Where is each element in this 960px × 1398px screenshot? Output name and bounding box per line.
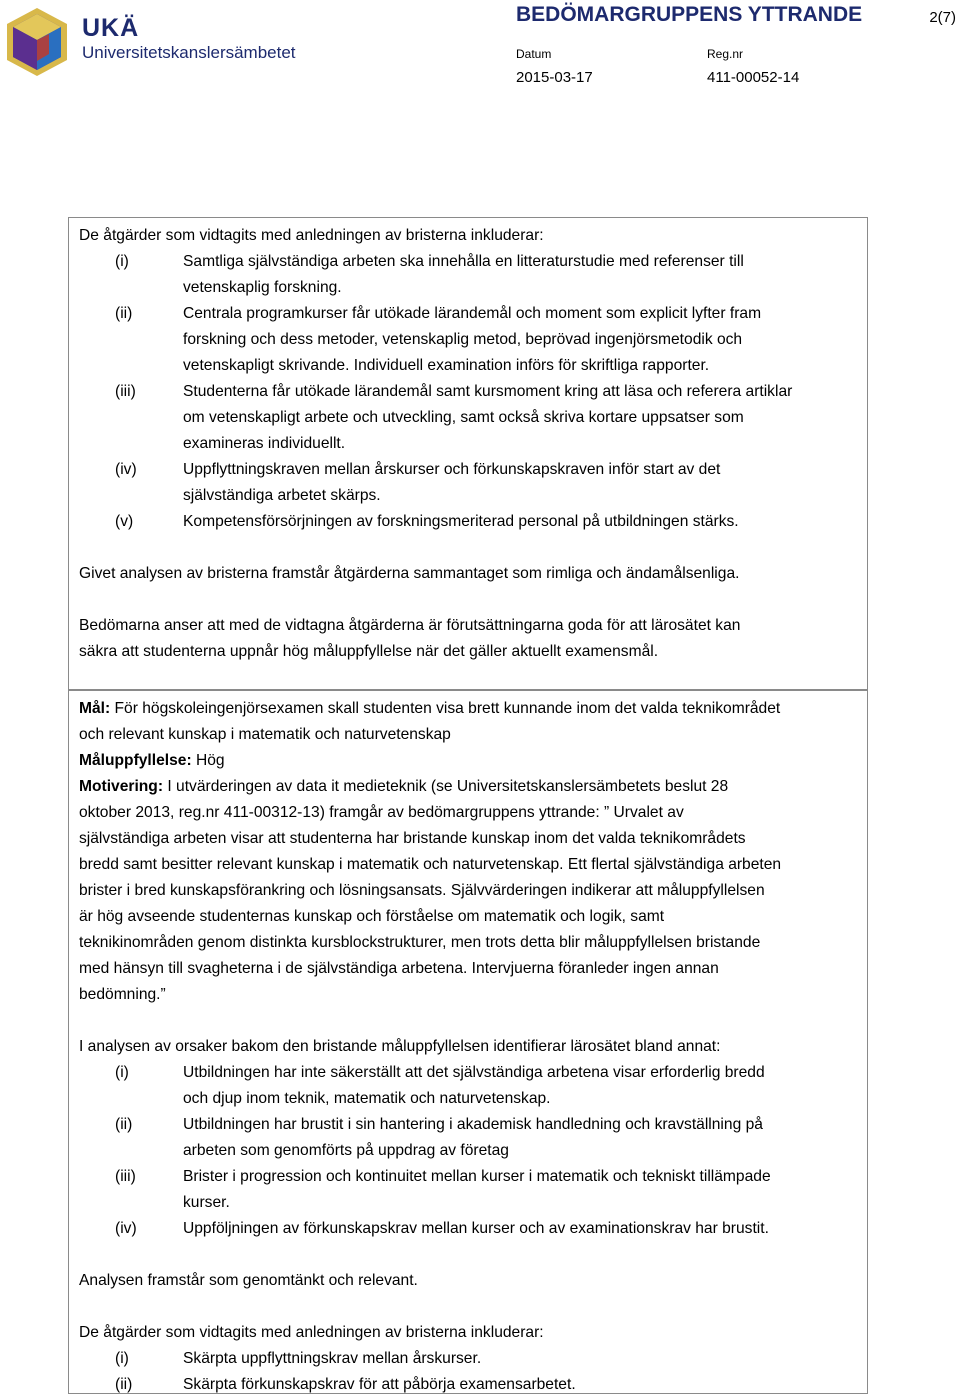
motivation-line-text: självständiga arbeten visar att studenterna har bristande kunskap inom det valda teknikområdets [79, 830, 746, 847]
list-item-text: Skärpta förkunskapskrav för att påbörja examensarbetet. [183, 1376, 576, 1393]
motivation-line-text: teknikinområden genom distinkta kursblockstrukturer, men trots detta blir måluppfyllelsen bristande [79, 934, 761, 951]
org-long-name: Universitetskanslersämbetet [82, 43, 296, 62]
list-item [79, 249, 857, 301]
list-item-text: Studenterna får utökade lärandemål samt kursmoment kring att läsa och referera artiklar [183, 383, 793, 400]
list-item-number: (i) [115, 1064, 129, 1081]
measures-list-2 [79, 1346, 857, 1398]
list-item-text: arbeten som genomförts på uppdrag av företag [183, 1142, 509, 1159]
list-item-number: (iv) [115, 1220, 137, 1237]
list-item-text: Uppföljningen av förkunskapskrav mellan kurser och av examinationskrav har brustit. [183, 1220, 769, 1237]
list-item-text: Brister i progression och kontinuitet mellan kurser i matematik och tekniskt tillämpade [183, 1168, 771, 1185]
list-item-text: forskning och dess metoder, vetenskaplig metod, beprövad ingenjörsmetodik och [183, 331, 743, 348]
fulfillment-line [79, 748, 857, 774]
list-item-text: Samtliga självständiga arbeten ska innehålla en litteraturstudie med referenser till [183, 253, 744, 270]
motivation-label: Motivering: [79, 778, 164, 795]
page-number: 2(7) [929, 9, 956, 26]
goal-text: För högskoleingenjörsexamen skall studenten visa brett kunnande inom det valda teknikområdet [110, 700, 781, 717]
list-item [79, 301, 857, 379]
motivation-line-text: oktober 2013, reg.nr 411-00312-13) framgår av bedömargruppens yttrande: ” Urvalet av [79, 804, 684, 821]
analysis-intro: I analysen av orsaker bakom den bristande måluppfyllelsen identifierar lärosätet bland annat: [79, 1038, 721, 1055]
list-item [79, 1164, 857, 1216]
motivation-line-text: bedömning.” [79, 986, 166, 1003]
date-label: Datum [516, 47, 552, 61]
reg-value: 411-00052-14 [707, 69, 800, 86]
list-item [79, 1112, 857, 1164]
motivation-line-text: är hög avseende studenternas kunskap och förståelse om matematik och logik, samt [79, 908, 665, 925]
list-item-number: (iii) [115, 383, 136, 400]
analysis-assessment: Analysen framstår som genomtänkt och relevant. [79, 1272, 418, 1289]
assessment-paragraph-2-line: säkra att studenterna uppnår hög måluppfyllelse när det gäller aktuellt examensmål. [79, 643, 659, 660]
list-item [79, 1216, 857, 1242]
goal-line [79, 696, 857, 722]
measures-list [79, 249, 857, 535]
org-short-name: UKÄ [82, 14, 140, 42]
assessment-paragraph-1: Givet analysen av bristerna framstår åtgärderna sammantaget som rimliga och ändamålsenliga. [79, 565, 740, 582]
list-item-number: (ii) [115, 1116, 133, 1133]
motivation-line-text: med hänsyn till svagheterna i de självständiga arbetena. Intervjuerna föranleder ingen annan [79, 960, 719, 977]
list-item-number: (ii) [115, 305, 133, 322]
list-item [79, 509, 857, 535]
motivation-line-text: bredd samt besitter relevant kunskap i matematik och naturvetenskap. Ett flertal självständiga arbeten [79, 856, 782, 873]
list-item [79, 379, 857, 457]
list-item-text: Utbildningen har inte säkerställt att det självständiga arbetena visar erforderlig bredd [183, 1064, 765, 1081]
document-title: BEDÖMARGRUPPENS YTTRANDE [516, 3, 863, 26]
list-item-text: och djup inom teknik, matematik och naturvetenskap. [183, 1090, 551, 1107]
list-item-text: Kompetensförsörjningen av forskningsmeriterad personal på utbildningen stärks. [183, 513, 739, 530]
list-item-number: (i) [115, 253, 129, 270]
list-item-text: Uppflyttningskraven mellan årskurser och förkunskapskraven inför start av det [183, 461, 721, 478]
list-item-text: Utbildningen har brustit i sin hantering i akademisk handledning och kravställning på [183, 1116, 763, 1133]
reg-label: Reg.nr [707, 47, 744, 61]
goal-line-2: och relevant kunskap i matematik och naturvetenskap [79, 726, 451, 743]
list-item-text: vetenskaplig forskning. [183, 279, 342, 296]
date-value: 2015-03-17 [516, 69, 593, 86]
list-item-text: Skärpta uppflyttningskrav mellan årskurser. [183, 1350, 482, 1367]
list-item-text: kurser. [183, 1194, 230, 1211]
list-item-text: självständiga arbetet skärps. [183, 487, 381, 504]
list-item-number: (ii) [115, 1376, 133, 1393]
list-item [79, 1346, 857, 1372]
list-item [79, 1060, 857, 1112]
list-item-text: examineras individuellt. [183, 435, 346, 452]
list-item-text: vetenskapligt skrivande. Individuell examination införs för skriftliga rapporter. [183, 357, 710, 374]
motivation-text: I utvärderingen av data it medieteknik (se Universitetskanslersämbetets beslut 28 [163, 778, 729, 795]
list-item-number: (v) [115, 513, 134, 530]
list-item [79, 457, 857, 509]
list-item-number: (iii) [115, 1168, 136, 1185]
fulfillment-value: Hög [191, 752, 225, 769]
measures-section [68, 217, 868, 690]
list-item-text: Centrala programkurser får utökade lärandemål och moment som explicit lyfter fram [183, 305, 762, 322]
measures-intro-2: De åtgärder som vidtagits med anledningen av bristerna inkluderar: [79, 1324, 544, 1341]
fulfillment-label: Måluppfyllelse: [79, 752, 192, 769]
list-item [79, 1372, 857, 1398]
list-item-text: om vetenskapligt arbete och utveckling, samt också skriva kortare uppsatser som [183, 409, 744, 426]
analysis-list [79, 1060, 857, 1242]
motivation-body [79, 800, 857, 1008]
measures-intro: De åtgärder som vidtagits med anledningen av bristerna inkluderar: [79, 227, 544, 244]
assessment-paragraph-2-line: Bedömarna anser att med de vidtagna åtgärderna är förutsättningarna goda för att lärosätet kan [79, 617, 741, 634]
motivation-line [79, 774, 857, 800]
goal-label: Mål: [79, 700, 111, 717]
list-item-number: (iv) [115, 461, 137, 478]
list-item-number: (i) [115, 1350, 129, 1367]
goal-section [68, 690, 868, 1394]
motivation-line-text: brister i bred kunskapsförankring och lösningsansats. Självvärderingen indikerar att måluppfyllelsen [79, 882, 765, 899]
uka-logo-icon [4, 6, 70, 78]
